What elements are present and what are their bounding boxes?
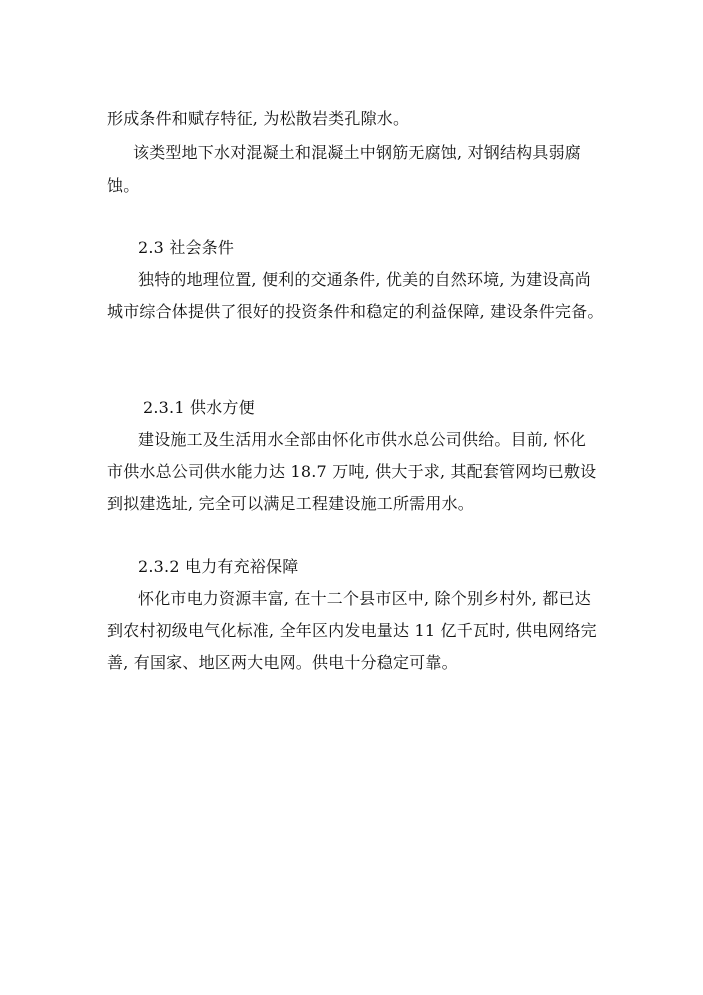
section-heading: 2.3.2 电力有充裕保障 bbox=[138, 557, 299, 576]
body-text-line: 到农村初级电气化标准, 全年区内发电量达 11 亿千瓦时, 供电网络完 bbox=[107, 621, 597, 640]
section-heading: 2.3 社会条件 bbox=[138, 238, 235, 257]
body-text-line: 形成条件和赋存特征, 为松散岩类孔隙水。 bbox=[107, 109, 410, 128]
body-text-line: 善, 有国家、地区两大电网。供电十分稳定可靠。 bbox=[107, 653, 458, 672]
body-text-line: 到拟建选址, 完全可以满足工程建设施工所需用水。 bbox=[107, 494, 474, 513]
section-heading: 2.3.1 供水方便 bbox=[143, 398, 255, 417]
body-text-line: 建设施工及生活用水全部由怀化市供水总公司供给。目前, 怀化 bbox=[138, 430, 586, 449]
body-text-line: 城市综合体提供了很好的投资条件和稳定的利益保障, 建设条件完备。 bbox=[107, 302, 604, 321]
body-text-line: 怀化市电力资源丰富, 在十二个县市区中, 除个别乡村外, 都已达 bbox=[138, 589, 591, 608]
body-text-line: 该类型地下水对混凝土和混凝土中钢筋无腐蚀, 对钢结构具弱腐 bbox=[133, 143, 581, 162]
body-text-line: 蚀。 bbox=[107, 176, 140, 195]
body-text-line: 市供水总公司供水能力达 18.7 万吨, 供大于求, 其配套管网均已敷设 bbox=[107, 462, 597, 481]
body-text-line: 独特的地理位置, 便利的交通条件, 优美的自然环境, 为建设高尚 bbox=[138, 270, 591, 289]
